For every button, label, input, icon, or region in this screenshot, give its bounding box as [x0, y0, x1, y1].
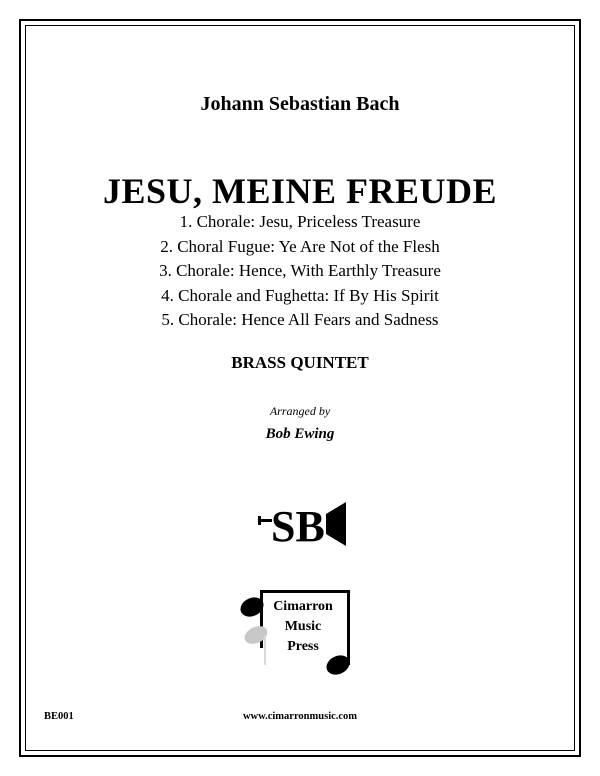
- catalog-number: BE001: [44, 711, 74, 722]
- sb-logo-letters: SB: [271, 502, 325, 548]
- piece-title: JESU, MEINE FREUDE: [102, 171, 498, 211]
- arranged-by-label: Arranged by: [269, 404, 331, 418]
- publisher-line: Press: [287, 639, 319, 654]
- composer-name: Johann Sebastian Bach: [200, 93, 400, 115]
- movement-item: 2. Choral Fugue: Ye Are Not of the Flesh: [160, 236, 440, 256]
- movement-item: 1. Chorale: Jesu, Priceless Treasure: [179, 212, 421, 231]
- movement-list: [0, 210, 600, 333]
- sb-trumpet-logo: [258, 500, 348, 548]
- movement-item: 4. Chorale and Fughetta: If By His Spirit: [161, 285, 439, 305]
- arranger-name: Bob Ewing: [265, 426, 335, 442]
- movement-item: 3. Chorale: Hence, With Earthly Treasure: [159, 261, 441, 280]
- publisher-name: [262, 597, 344, 657]
- movement-item: 5. Chorale: Hence All Fears and Sadness: [161, 310, 439, 329]
- publisher-website[interactable]: www.cimarronmusic.com: [242, 711, 358, 722]
- publisher-line: Music: [284, 619, 322, 634]
- publisher-line: Cimarron: [273, 599, 333, 614]
- instrumentation: BRASS QUINTET: [231, 353, 369, 372]
